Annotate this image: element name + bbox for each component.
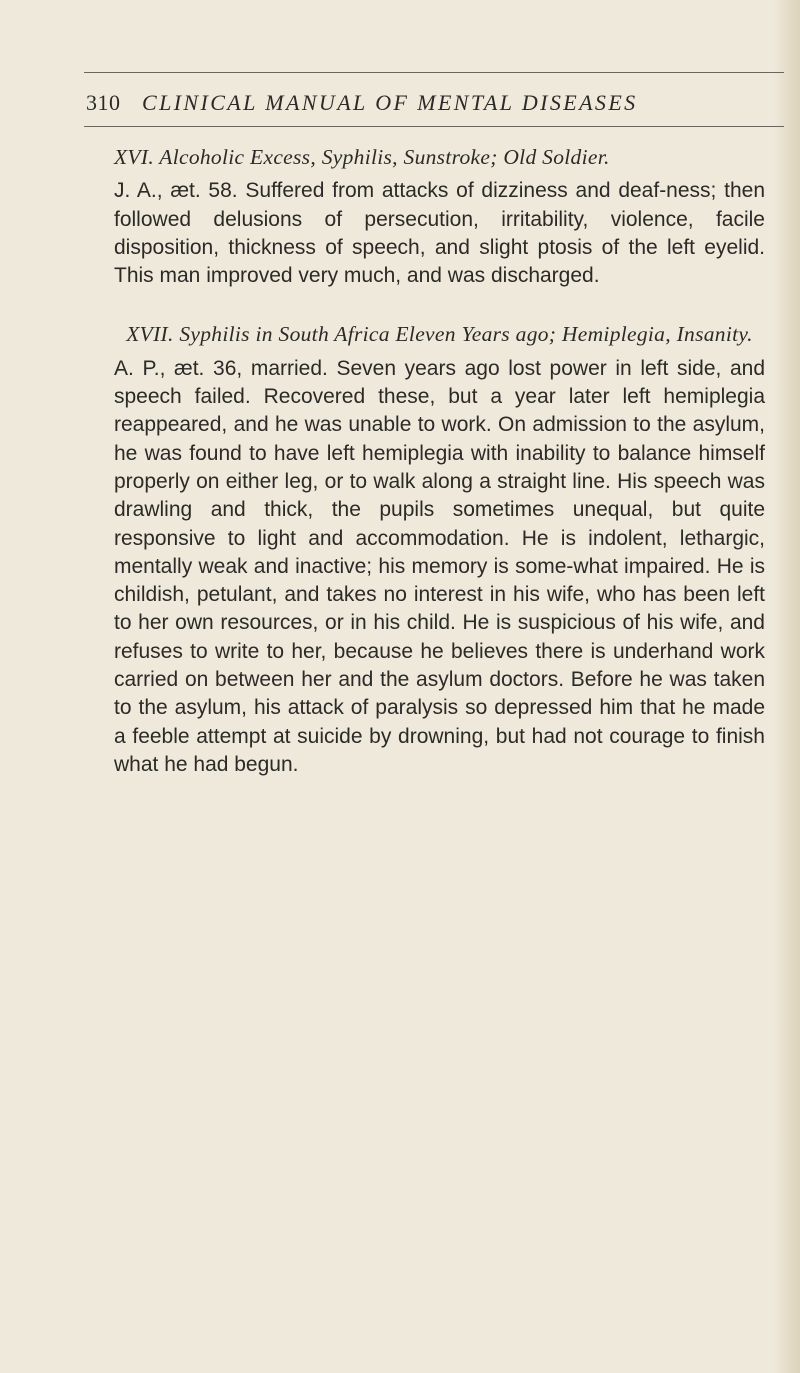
page-edge-shadow xyxy=(774,0,800,1373)
case-heading: XVII. Syphilis in South Africa Eleven Years ago; Hemiplegia, Insanity. xyxy=(126,322,753,347)
page-body xyxy=(114,143,765,779)
page-number: 310 xyxy=(86,90,121,115)
case-paragraph: A. P., æt. 36, married. Seven years ago lost power in left side, and speech failed. Recovered these, but a year later left hemiplegia reappeared, and he was unable to work. On admission to the asylum, he was found to have left hemiplegia with inability to balance himself properly on either leg, or to walk along a straight line. His speech was drawling and thick, the pupils sometimes unequal, but quite responsive to light and accommodation. He is indolent, lethargic, mentally weak and inactive; his memory is some-what impaired. He is childish, petulant, and takes no interest in his wife, who has been left to her own resources, or in his child. He is suspicious of his wife, and refuses to write to her, because he believes there is underhand work carried on between her and the asylum doctors. Before he was taken to the asylum, his attack of paralysis so depressed him that he made a feeble attempt at suicide by drowning, but had not courage to finish what he had begun. xyxy=(114,356,765,776)
header-rule-top xyxy=(84,72,784,73)
case-xvii xyxy=(114,320,765,779)
case-paragraph: J. A., æt. 58. Suffered from attacks of dizziness and deaf-ness; then followed delusions of persecution, irritability, violence, facile disposition, thickness of speech, and slight ptosis of the left eyelid. This man improved very much, and was discharged. xyxy=(114,179,765,288)
header-rule-bottom xyxy=(84,126,784,127)
section-spacer xyxy=(114,290,765,320)
running-title: CLINICAL MANUAL OF MENTAL DISEASES xyxy=(142,90,638,115)
case-xvi xyxy=(114,143,765,290)
case-heading: XVI. Alcoholic Excess, Syphilis, Sunstroke; Old Soldier. xyxy=(114,145,610,169)
running-head xyxy=(86,88,786,118)
